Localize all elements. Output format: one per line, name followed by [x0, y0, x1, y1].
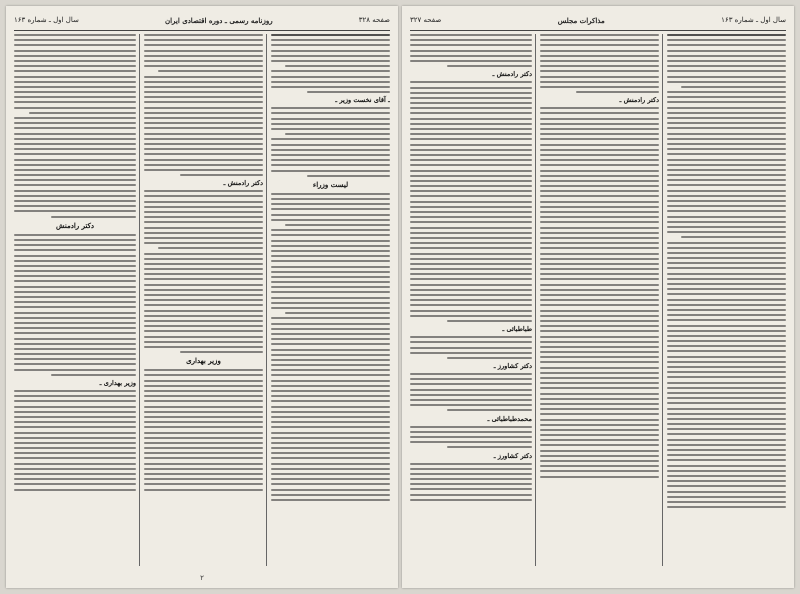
- right-header-issue: سال اول ـ شماره ۱۶۳: [721, 16, 786, 24]
- left-column-2: [144, 34, 263, 566]
- speaker-label: دکتر رادمنش ـ: [619, 96, 659, 105]
- speaker-label: محمدطباطبائی ـ: [487, 414, 532, 423]
- left-page: [6, 6, 398, 588]
- right-page-header: [410, 12, 786, 31]
- left-columns: [14, 34, 390, 566]
- left-header-issue: سال اول ـ شماره ۱۶۳: [14, 16, 79, 24]
- right-header-page-label: صفحه ۳۲۷: [410, 16, 442, 24]
- section-heading: لیست وزراء: [312, 179, 349, 189]
- right-column-2: [540, 34, 659, 566]
- right-column-1: [667, 34, 786, 566]
- right-header-title: مذاکرات مجلس: [557, 15, 605, 25]
- speaker-label: ـ آقای نخست وزیر ـ: [335, 96, 390, 105]
- section-heading: دکتر رادمنش: [55, 220, 95, 230]
- left-column-3: [14, 34, 136, 566]
- left-header-title: روزنامه رسمی ـ دوره اقتصادی ایران: [164, 15, 273, 25]
- right-column-3: [410, 34, 532, 566]
- speaker-label: طباطبائی ـ: [502, 325, 532, 334]
- speaker-label: دکتر کشاورز ـ: [493, 362, 532, 371]
- speaker-label: دکتر کشاورز ـ: [493, 451, 532, 460]
- left-column-1: [271, 34, 390, 566]
- left-page-header: [14, 12, 390, 31]
- left-header-page-label: صفحه ۳۲۸: [358, 16, 390, 24]
- speaker-label: وزیر بهداری ـ: [99, 379, 136, 387]
- section-heading: وزیر بهداری: [186, 356, 221, 366]
- left-page-number: ۲: [200, 574, 204, 582]
- speaker-label: دکتر رادمنش ـ: [223, 179, 263, 188]
- right-page: [402, 6, 794, 588]
- right-columns: [410, 34, 786, 566]
- speaker-label: دکتر رادمنش ـ: [492, 70, 532, 79]
